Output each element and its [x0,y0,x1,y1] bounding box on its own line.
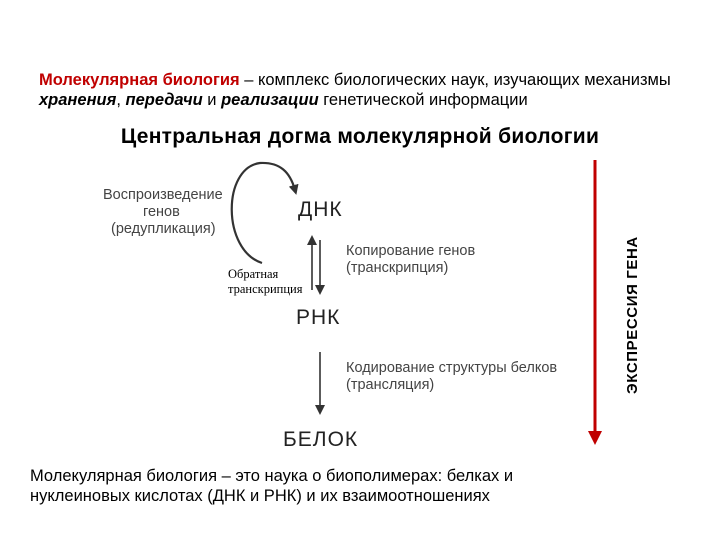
translation-label [346,360,557,394]
footer-text: Молекулярная биология – это наука о биополимерах: белках и нуклеиновых кислотах (ДНК и РНК) и их взаимоотношениях [30,467,514,505]
transcription-label-line-2: (транскрипция) [346,260,449,276]
replication-label-line-1: Воспроизведение [103,187,223,203]
reverse-transcription-label [228,267,302,297]
definition-part-2: генетической информации [318,91,528,109]
definition-storage: хранения [39,91,117,109]
transcription-label-line-1: Копирование генов [346,243,476,259]
translation-label-line-2: (трансляция) [346,377,435,393]
rna-node: РНК [296,306,341,329]
definition-realization: реализации [221,91,319,109]
replication-loop-arrow [232,163,295,263]
diagram-heading: Центральная догма молекулярной биологии [120,125,600,148]
reverse-transcription-line-2: транскрипция [228,282,303,296]
reverse-transcription-line-1: Обратная [228,267,279,281]
definition-part-1: – комплекс биологических наук, изучающих механизмы [239,71,671,89]
definition-comma: , [116,91,126,109]
replication-label-line-2: генов [143,204,180,220]
definition-and: и [202,91,222,109]
translation-label-line-1: Кодирование структуры белков [346,360,558,376]
gene-expression-label: ЭКСПРЕССИЯ ГЕНА [624,236,641,394]
dna-node: ДНК [298,198,343,221]
protein-node: БЕЛОК [283,428,359,451]
replication-label-line-3: (редупликация) [111,221,216,237]
definition-term: Молекулярная биология [39,71,240,89]
replication-label [103,187,223,238]
definition-transfer: передачи [125,91,203,109]
transcription-label [346,243,475,277]
